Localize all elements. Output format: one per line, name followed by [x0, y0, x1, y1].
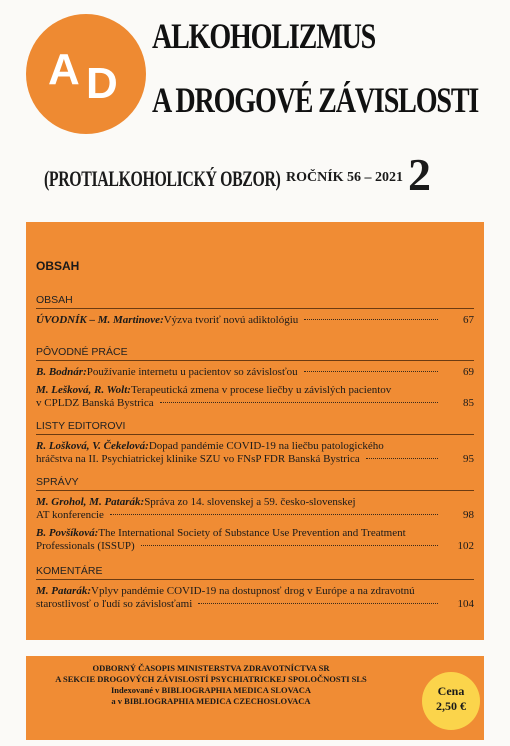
ad-logo	[26, 14, 146, 134]
entry-text: Terapeutická zmena v procese liečby u závislých pacientov	[130, 384, 392, 396]
toc-entry[interactable]	[36, 314, 474, 327]
footer-panel	[26, 656, 484, 740]
entry-author: B. Povšíková:	[36, 527, 99, 539]
index-line: a v BIBLIOGRAPHIA MEDICA CZECHOSLOVACA	[111, 696, 311, 706]
journal-title-line2: A DROGOVÉ ZÁVISLOSTI	[152, 80, 479, 120]
volume-year: ROČNÍK 56 – 2021	[286, 170, 404, 185]
toc-entry[interactable]	[36, 384, 474, 410]
entry-page: 69	[463, 366, 474, 378]
entry-text: Dopad pandémie COVID-19 na liečbu patologického	[148, 440, 384, 452]
entry-page: 98	[463, 509, 474, 521]
entry-text: starostlivosť o ľudí so závislosťami	[36, 598, 193, 610]
toc-entry[interactable]	[36, 527, 474, 553]
contents-block-original	[36, 346, 474, 415]
entry-author: M. Grohol, M. Patarák:	[36, 496, 145, 508]
entry-text: AT konferencie	[36, 509, 104, 521]
entry-page: 95	[463, 453, 474, 465]
entry-page: 104	[457, 598, 474, 610]
journal-title-line1: ALKOHOLIZMUS	[152, 16, 376, 56]
contents-panel	[26, 222, 484, 640]
price-value: 2,50 €	[436, 699, 466, 713]
leader-dots	[304, 371, 438, 372]
entry-page: 102	[457, 540, 474, 552]
entry-author: R. Lošková, V. Čekelová:	[36, 440, 149, 452]
entry-page: 67	[463, 314, 474, 326]
contents-title: OBSAH	[36, 259, 80, 273]
publisher-line: ODBORNÝ ČASOPIS MINISTERSTVA ZDRAVOTNÍCTVA SR	[92, 663, 330, 673]
price-label: Cena	[437, 684, 465, 698]
section-heading: OBSAH	[36, 294, 474, 309]
leader-dots	[110, 514, 438, 515]
index-line: Indexované v BIBLIOGRAPHIA MEDICA SLOVACA	[110, 685, 312, 695]
contents-block-letters	[36, 420, 474, 471]
toc-entry[interactable]	[36, 496, 474, 522]
entry-text: Vplyv pandémie COVID-19 na dostupnosť drog v Európe a na zdravotnú	[91, 585, 415, 597]
logo-letter-a: A	[48, 45, 80, 94]
publisher-info	[26, 663, 396, 707]
contents-block-intro	[36, 294, 474, 332]
entry-text: Professionals (ISSUP)	[36, 540, 135, 552]
section-heading: PÔVODNÉ PRÁCE	[36, 346, 474, 361]
entry-text: The International Society of Substance Use Prevention and Treatment	[98, 527, 406, 539]
contents-block-reports	[36, 476, 474, 558]
leader-dots	[366, 458, 438, 459]
entry-text: hráčstva na II. Psychiatrickej klinike SZU vo FNsP FDR Banská Bystrica	[36, 453, 360, 465]
entry-author: M. Patarák:	[36, 585, 91, 597]
entry-text: v CPLDZ Banská Bystrica	[36, 397, 154, 409]
leader-dots	[160, 402, 438, 403]
publisher-line: A SEKCIE DROGOVÝCH ZÁVISLOSTÍ PSYCHIATRICKEJ SPOLOČNOSTI SLS	[55, 674, 367, 684]
leader-dots	[304, 319, 438, 320]
entry-text: Používanie internetu u pacientov so závislosťou	[86, 366, 298, 378]
toc-entry[interactable]	[36, 440, 474, 466]
section-heading: KOMENTÁRE	[36, 565, 474, 580]
toc-entry[interactable]	[36, 585, 474, 611]
entry-page: 85	[463, 397, 474, 409]
entry-author: M. Lešková, R. Wolt:	[36, 384, 131, 396]
entry-author: ÚVODNÍK – M. Martinove:	[36, 314, 164, 326]
journal-subtitle: (PROTIALKOHOLICKÝ OBZOR)	[44, 166, 281, 191]
entry-text: Výzva tvoriť novú adiktológiu	[163, 314, 299, 326]
entry-author: B. Bodnár:	[36, 366, 87, 378]
section-heading: SPRÁVY	[36, 476, 474, 491]
leader-dots	[198, 603, 438, 604]
toc-entry[interactable]	[36, 366, 474, 379]
logo-letter-d: D	[86, 59, 118, 108]
leader-dots	[141, 545, 438, 546]
price-badge	[422, 672, 480, 730]
section-heading: LISTY EDITOROVI	[36, 420, 474, 435]
contents-block-comments	[36, 565, 474, 616]
entry-text: Správa zo 14. slovenskej a 59. česko-slovenskej	[144, 496, 356, 508]
issue-number: 2	[408, 149, 431, 200]
